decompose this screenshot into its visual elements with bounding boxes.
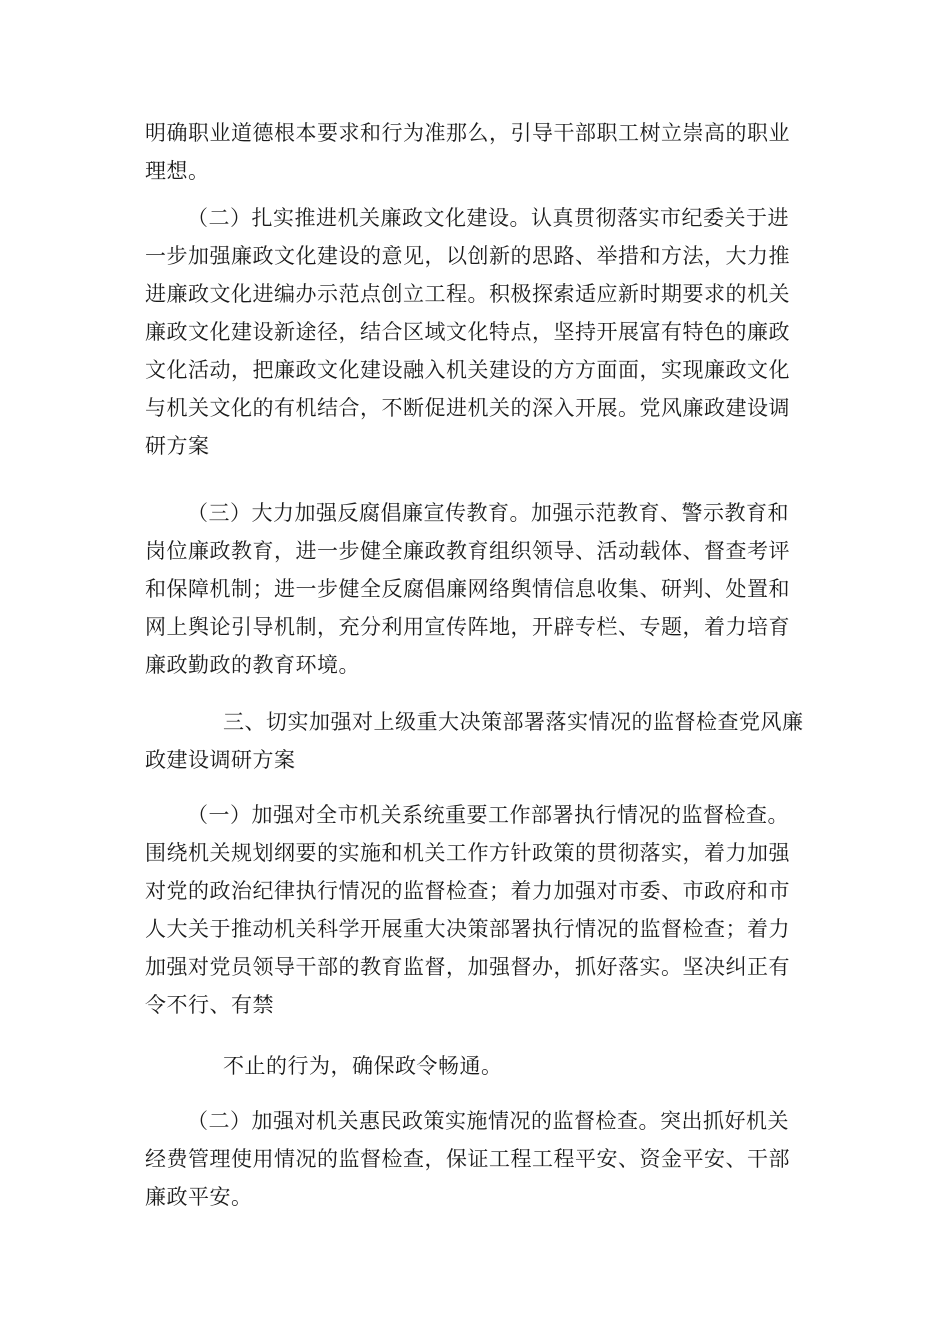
paragraph-section-3-1-continuation: 不止的行为，确保政令畅通。 xyxy=(223,1054,503,1078)
paragraph-section-2-2: （二）扎实推进机关廉政文化建设。认真贯彻落实市纪委关于进一步加强廉政文化建设的意见，以创新的思路、举措和方法，大力推进廉政文化进编办示范点创立工程。积极探索适应新时期要求的机关廉政文化建设新途径，结合区域文化特点，坚持开展富有特色的廉政文化活动，把廉政文化建设融入机关建设的方方面面，实现廉政文化与机关文化的有机结合，不断促进机关的深入开展。党风廉政建设调研方案 xyxy=(145,206,790,458)
paragraph-section-2-3: （三）大力加强反腐倡廉宣传教育。加强示范教育、警示教育和岗位廉政教育，进一步健全廉政教育组织领导、活动载体、督查考评和保障机制；进一步健全反腐倡廉网络舆情信息收集、研判、处置和网上舆论引导机制，充分利用宣传阵地，开辟专栏、专题，着力培育廉政勤政的教育环境。 xyxy=(145,501,790,677)
heading-section-3: 三、切实加强对上级重大决策部署落实情况的监督检查党风廉政建设调研方案 xyxy=(145,710,804,772)
paragraph-section-3-1: （一）加强对全市机关系统重要工作部署执行情况的监督检查。围绕机关规划纲要的实施和机关工作方针政策的贯彻落实，着力加强对党的政治纪律执行情况的监督检查；着力加强对市委、市政府和市人大关于推动机关科学开展重大决策部署执行情况的监督检查；着力加强对党员领导干部的教育监督，加强督办，抓好落实。坚决纠正有令不行、有禁 xyxy=(145,803,790,1017)
paragraph-continuation: 明确职业道德根本要求和行为准那么，引导干部职工树立崇高的职业理想。 xyxy=(145,121,790,183)
paragraph-section-3-2: （二）加强对机关惠民政策实施情况的监督检查。突出抓好机关经费管理使用情况的监督检查，保证工程工程平安、资金平安、干部廉政平安。 xyxy=(145,1109,790,1209)
